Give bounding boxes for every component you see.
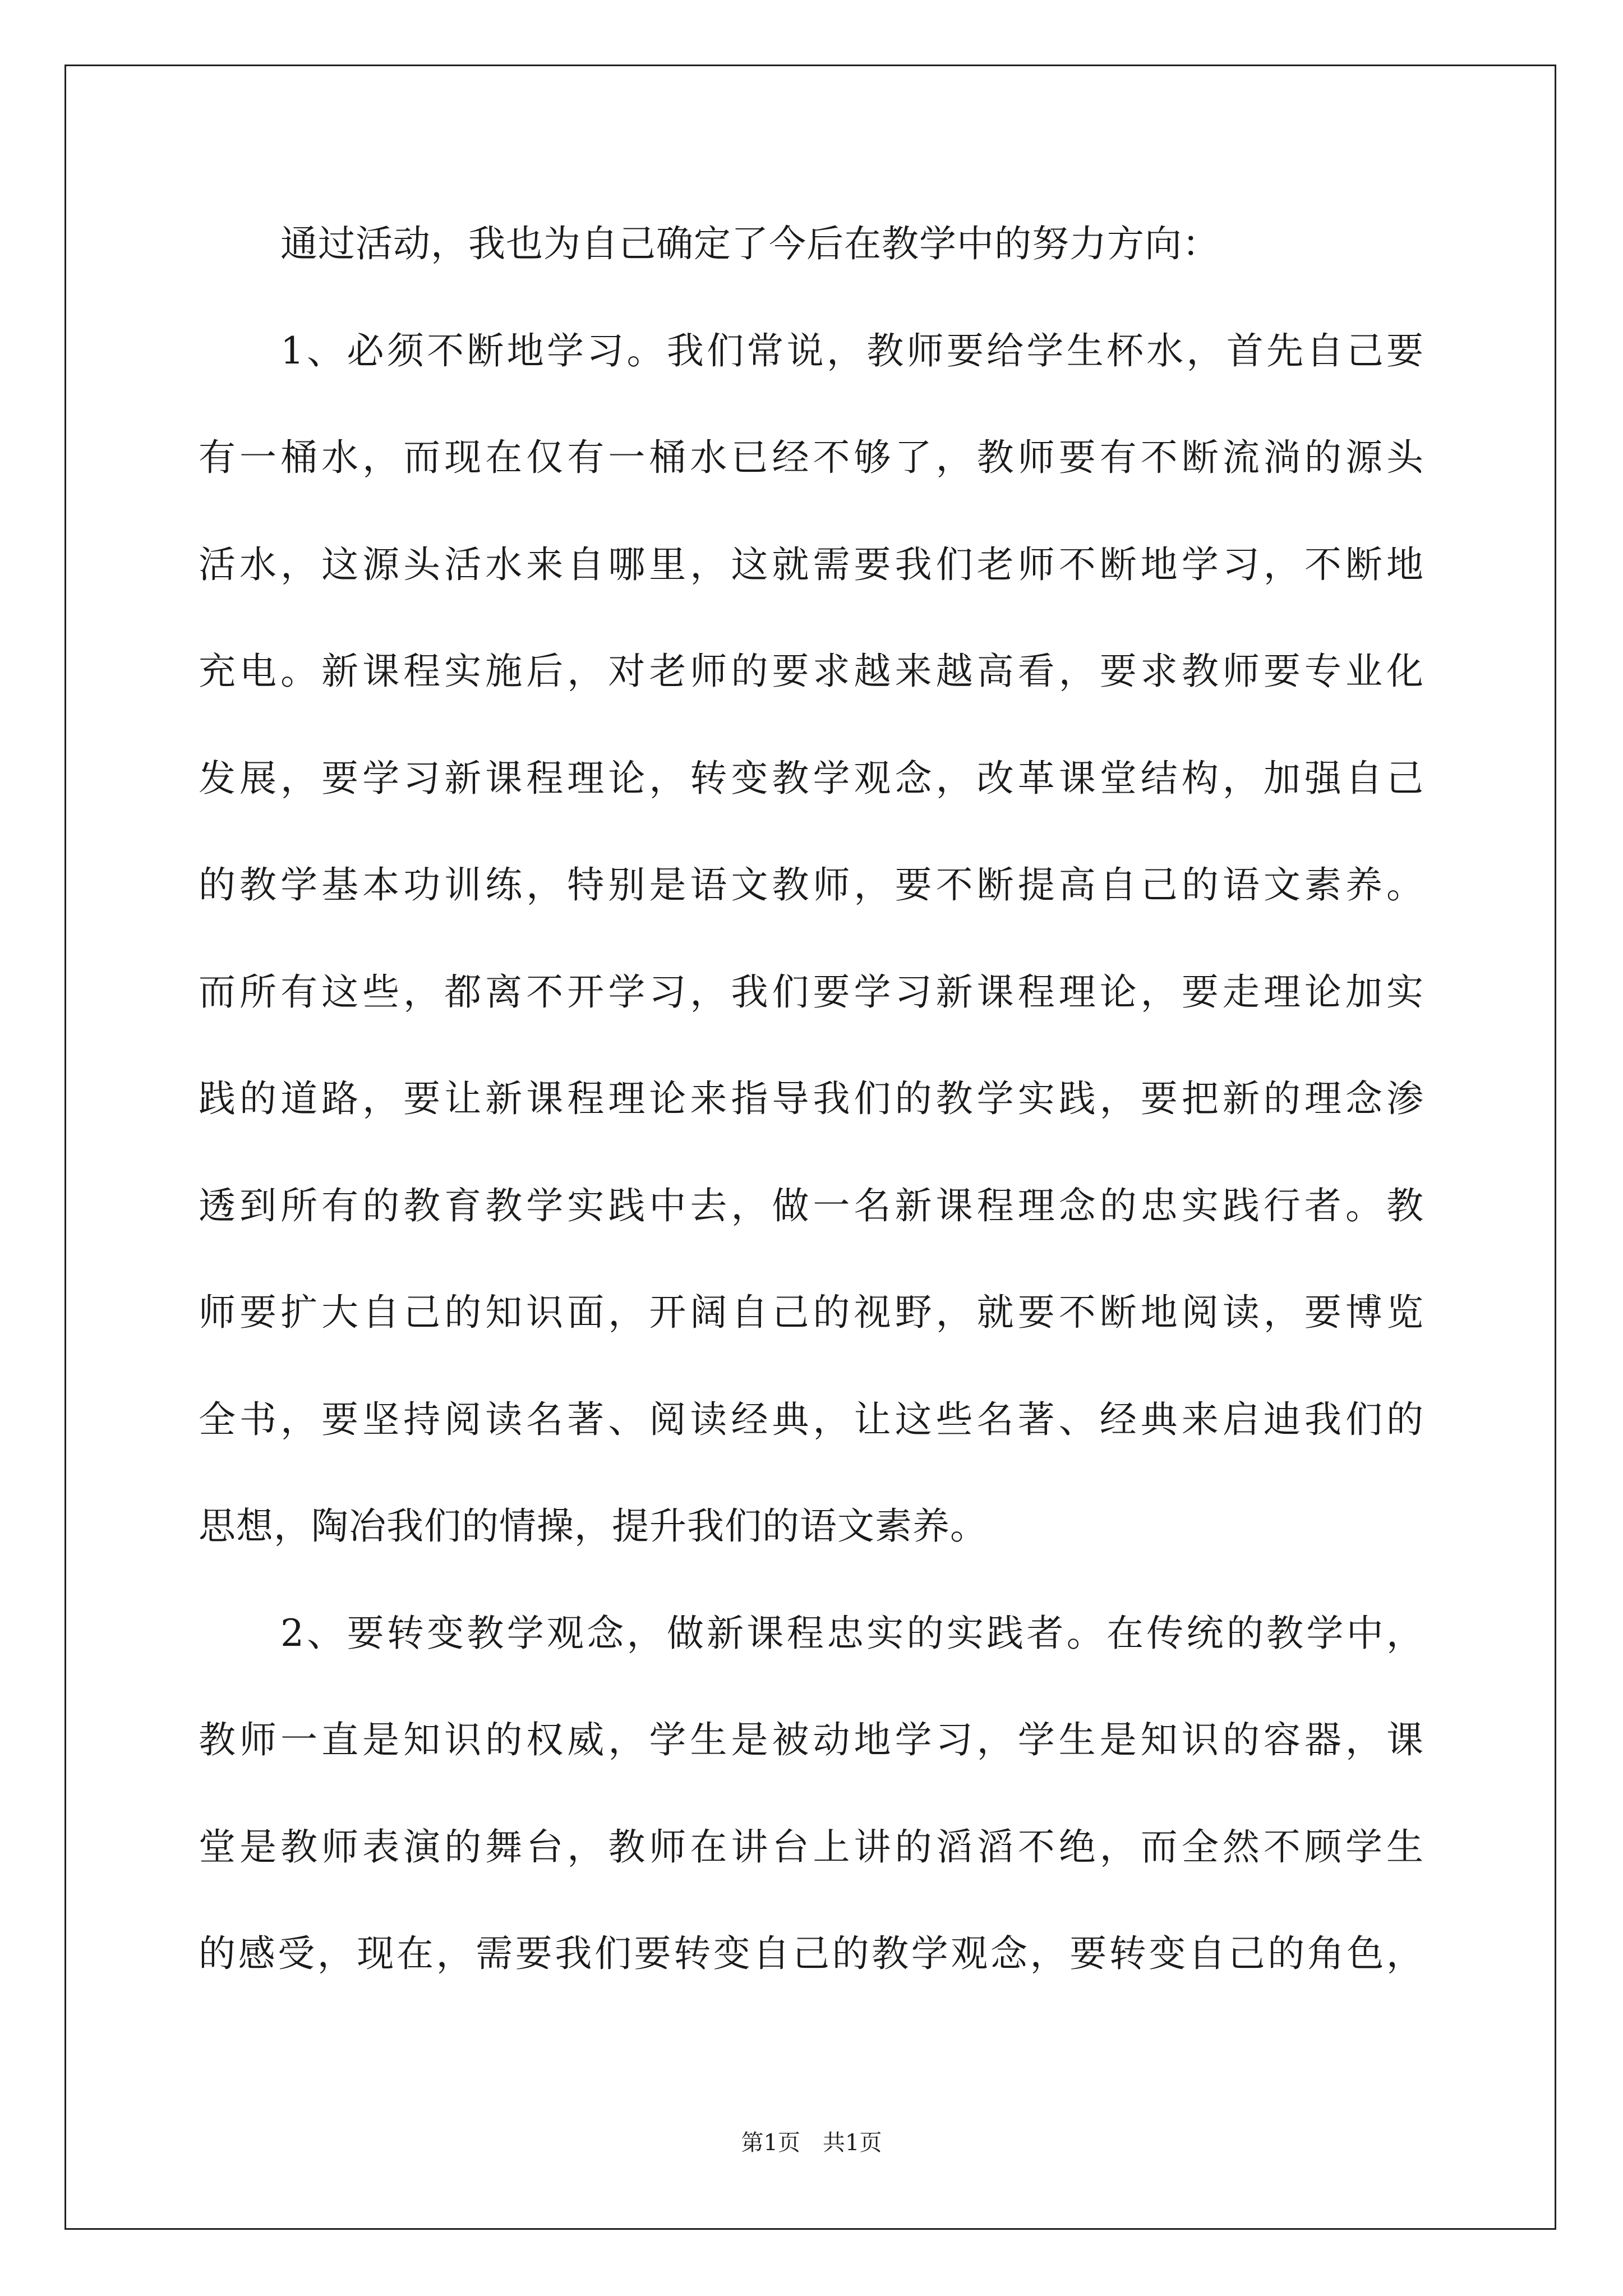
paragraph-2-line: 堂是教师表演的舞台，教师在讲台上讲的滔滔不绝，而全然不顾学生 bbox=[199, 1825, 1424, 1869]
paragraph-1-line: 思想，陶冶我们的情操，提升我们的语文素养。 bbox=[199, 1504, 988, 1548]
paragraph-1-line: 发展，要学习新课程理论，转变教学观念，改革课堂结构，加强自己 bbox=[199, 756, 1424, 800]
paragraph-1-line: 有一桶水，而现在仅有一桶水已经不够了，教师要有不断流淌的源头 bbox=[199, 436, 1424, 479]
paragraph-1-line: 而所有这些，都离不开学习，我们要学习新课程理论，要走理论加实 bbox=[199, 970, 1424, 1014]
document-body bbox=[199, 222, 1424, 2039]
paragraph-2-line: 教师一直是知识的权威，学生是被动地学习，学生是知识的容器，课 bbox=[199, 1718, 1424, 1761]
paragraph-1-line: 全书，要坚持阅读名著、阅读经典，让这些名著、经典来启迪我们的 bbox=[199, 1397, 1424, 1441]
paragraph-intro-line: 通过活动，我也为自己确定了今后在教学中的努力方向： bbox=[280, 222, 1220, 265]
paragraph-1-line: 透到所有的教育教学实践中去，做一名新课程理念的忠实践行者。教 bbox=[199, 1184, 1424, 1227]
paragraph-1-line: 充电。新课程实施后，对老师的要求越来越高看，要求教师要专业化 bbox=[199, 650, 1424, 693]
paragraph-1-line: 1、必须不断地学习。我们常说，教师要给学生杯水，首先自己要 bbox=[280, 329, 1424, 372]
paragraph-1-line: 师要扩大自己的知识面，开阔自己的视野，就要不断地阅读，要博览 bbox=[199, 1291, 1424, 1334]
paragraph-1-line: 践的道路，要让新课程理论来指导我们的教学实践，要把新的理念渗 bbox=[199, 1077, 1424, 1120]
paragraph-2-line: 的感受，现在，需要我们要转变自己的教学观念，要转变自己的角色， bbox=[199, 1932, 1424, 1975]
paragraph-2-line: 2、要转变教学观念，做新课程忠实的实践者。在传统的教学中， bbox=[280, 1611, 1424, 1655]
page-footer: 第1页 共1页 bbox=[741, 2130, 882, 2156]
paragraph-1-line: 活水，这源头活水来自哪里，这就需要我们老师不断地学习，不断地 bbox=[199, 542, 1424, 586]
paragraph-1-line: 的教学基本功训练，特别是语文教师，要不断提高自己的语文素养。 bbox=[199, 863, 1424, 907]
